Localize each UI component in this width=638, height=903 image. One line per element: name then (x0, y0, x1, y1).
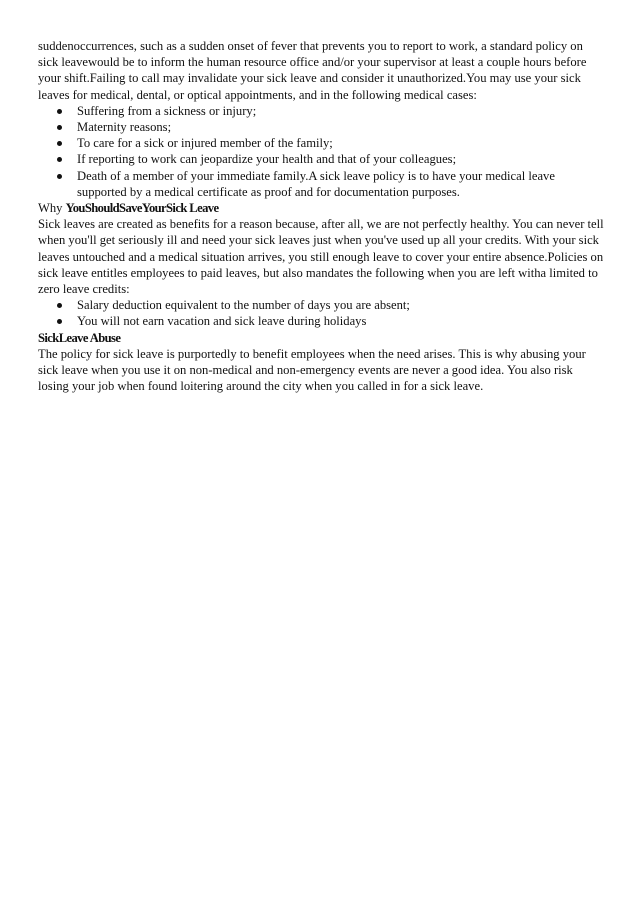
list-item (38, 119, 604, 135)
list-item-text: If reporting to work can jeopardize your health and that of your colleagues; (77, 152, 457, 167)
save-sick-leave-paragraph: Sick leaves are created as benefits for a reason because, after all, we are not perfectly healthy. You can never tell when you'll get seriously ill and need your sick leaves just when you've used up all your credits. With your sick leaves untouched and a medical situation arrives, you still enough leave to cover your entire absence.Policies on sick leave entitles employees to paid leaves, but also mandates the following when you are left witha limited to zero leave credits: (38, 217, 604, 297)
bullet-icon (57, 319, 62, 324)
list-item-text: Death of a member of your immediate family.A sick leave policy is to have your medical leave supported by a medical certificate as proof and for documentation purposes. (77, 168, 555, 199)
list-item-text: Salary deduction equivalent to the number of days you are absent; (77, 298, 410, 313)
bullet-icon (57, 157, 62, 162)
list-item-text: To care for a sick or injured member of the family; (77, 136, 333, 151)
heading-bold-text: YouShouldSaveYourSick Leave (65, 201, 219, 216)
bullet-icon (57, 125, 62, 130)
intro-paragraph: suddenoccurrences, such as a sudden onset of fever that prevents you to report to work, a standard policy on sick leavewould be to inform the human resource office and/or your supervisor at least a couple hours before your shift.Failing to call may invalidate your sick leave and consider it unauthorized.You may use your sick leaves for medical, dental, or optical appointments, and in the following medical cases: (38, 39, 587, 102)
list-item (38, 297, 604, 313)
list-item (38, 168, 604, 200)
list-item (38, 151, 604, 167)
bullet-icon (57, 141, 62, 146)
list-item-text: Maternity reasons; (77, 120, 172, 135)
consequences-list (38, 297, 604, 329)
document-page (38, 38, 604, 394)
heading-bold-text: SickLeave Abuse (38, 330, 121, 345)
section-heading-sick-leave-abuse (38, 330, 604, 346)
medical-cases-list (38, 103, 604, 200)
heading-prefix: Why (38, 201, 66, 216)
bullet-icon (57, 109, 62, 114)
section-heading-save-sick-leave (38, 200, 604, 216)
list-item-text: You will not earn vacation and sick leave during holidays (77, 314, 367, 329)
sick-leave-abuse-paragraph: The policy for sick leave is purportedly to benefit employees when the need arises. This is why abusing your sick leave when you use it on non-medical and non-emergency events are never a good idea. You also risk losing your job when found loitering around the city when you called in for a sick leave. (38, 346, 586, 394)
list-item (38, 313, 604, 329)
list-item-text: Suffering from a sickness or injury; (77, 103, 257, 118)
list-item (38, 135, 604, 151)
bullet-icon (57, 174, 62, 179)
list-item (38, 103, 604, 119)
bullet-icon (57, 303, 62, 308)
